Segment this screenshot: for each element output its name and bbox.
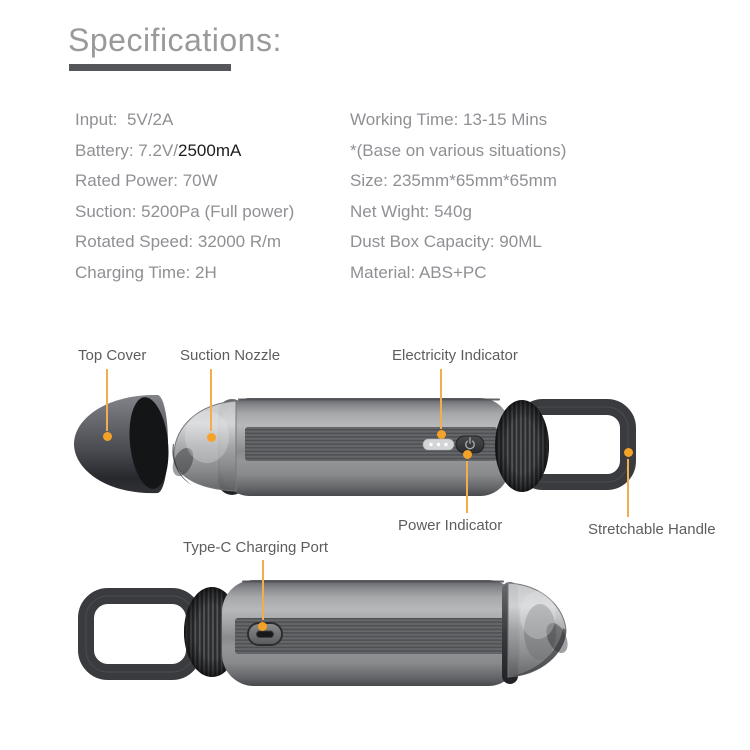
spec-material: Material: ABS+PC <box>350 262 487 282</box>
body-top-edge-bottom <box>242 581 504 583</box>
spec-input: Input: 5V/2A <box>75 110 174 129</box>
vacuum-side-view <box>70 392 650 502</box>
top-cover <box>74 395 173 493</box>
spec-size: Size: 235mm*65mm*65mm <box>350 171 557 190</box>
spec-working-time: Working Time: 13-15 Mins <box>350 110 548 129</box>
spec-rotated-speed: Rotated Speed: 32000 R/m <box>75 232 282 251</box>
spec-rated-power: Rated Power: 70W <box>75 171 218 190</box>
suction-nozzle <box>169 401 236 491</box>
title-underline <box>69 64 231 71</box>
callout-line-top-cover <box>106 369 108 431</box>
label-power-indicator: Power Indicator <box>398 517 503 534</box>
label-type-c-port: Type-C Charging Port <box>183 539 329 556</box>
vacuum-reverse-view <box>70 570 580 695</box>
vent-grille <box>495 400 549 492</box>
spec-column-left <box>75 105 294 288</box>
spec-suction: Suction: 5200Pa (Full power) <box>75 201 295 221</box>
spec-net-weight: Net Wight: 540g <box>350 201 472 221</box>
dust-cup-cone <box>508 583 572 677</box>
label-electricity-indicator: Electricity Indicator <box>392 347 518 364</box>
stretchable-handle-bottom <box>86 596 194 672</box>
callout-dot-top-cover <box>103 432 112 441</box>
spec-battery: Battery: 7.2V/2500mA <box>75 140 242 160</box>
callout-line-stretchable-handle <box>627 459 629 517</box>
callout-line-type-c-port <box>262 560 264 620</box>
spec-charging-time: Charging Time: 2H <box>75 262 217 282</box>
page-title: Specifications: <box>68 22 282 58</box>
callout-dot-suction-nozzle <box>207 433 216 442</box>
label-stretchable-handle: Stretchable Handle <box>588 521 716 538</box>
spec-dust-box: Dust Box Capacity: 90ML <box>350 232 542 251</box>
callout-dot-power-indicator <box>463 450 472 459</box>
callout-dot-type-c-port <box>258 622 267 631</box>
callout-line-power-indicator <box>466 461 468 513</box>
callout-dot-stretchable-handle <box>624 448 633 457</box>
spec-working-time-note: *(Base on various situations) <box>350 140 567 160</box>
electricity-indicator-led <box>423 439 454 450</box>
spec-column-right <box>350 105 566 288</box>
callout-line-electricity-indicator <box>440 369 442 429</box>
label-top-cover: Top Cover <box>78 347 147 364</box>
label-suction-nozzle: Suction Nozzle <box>180 347 281 364</box>
callout-dot-electricity-indicator <box>437 430 446 439</box>
body-top-edge <box>238 399 500 401</box>
callout-line-suction-nozzle <box>210 369 212 431</box>
